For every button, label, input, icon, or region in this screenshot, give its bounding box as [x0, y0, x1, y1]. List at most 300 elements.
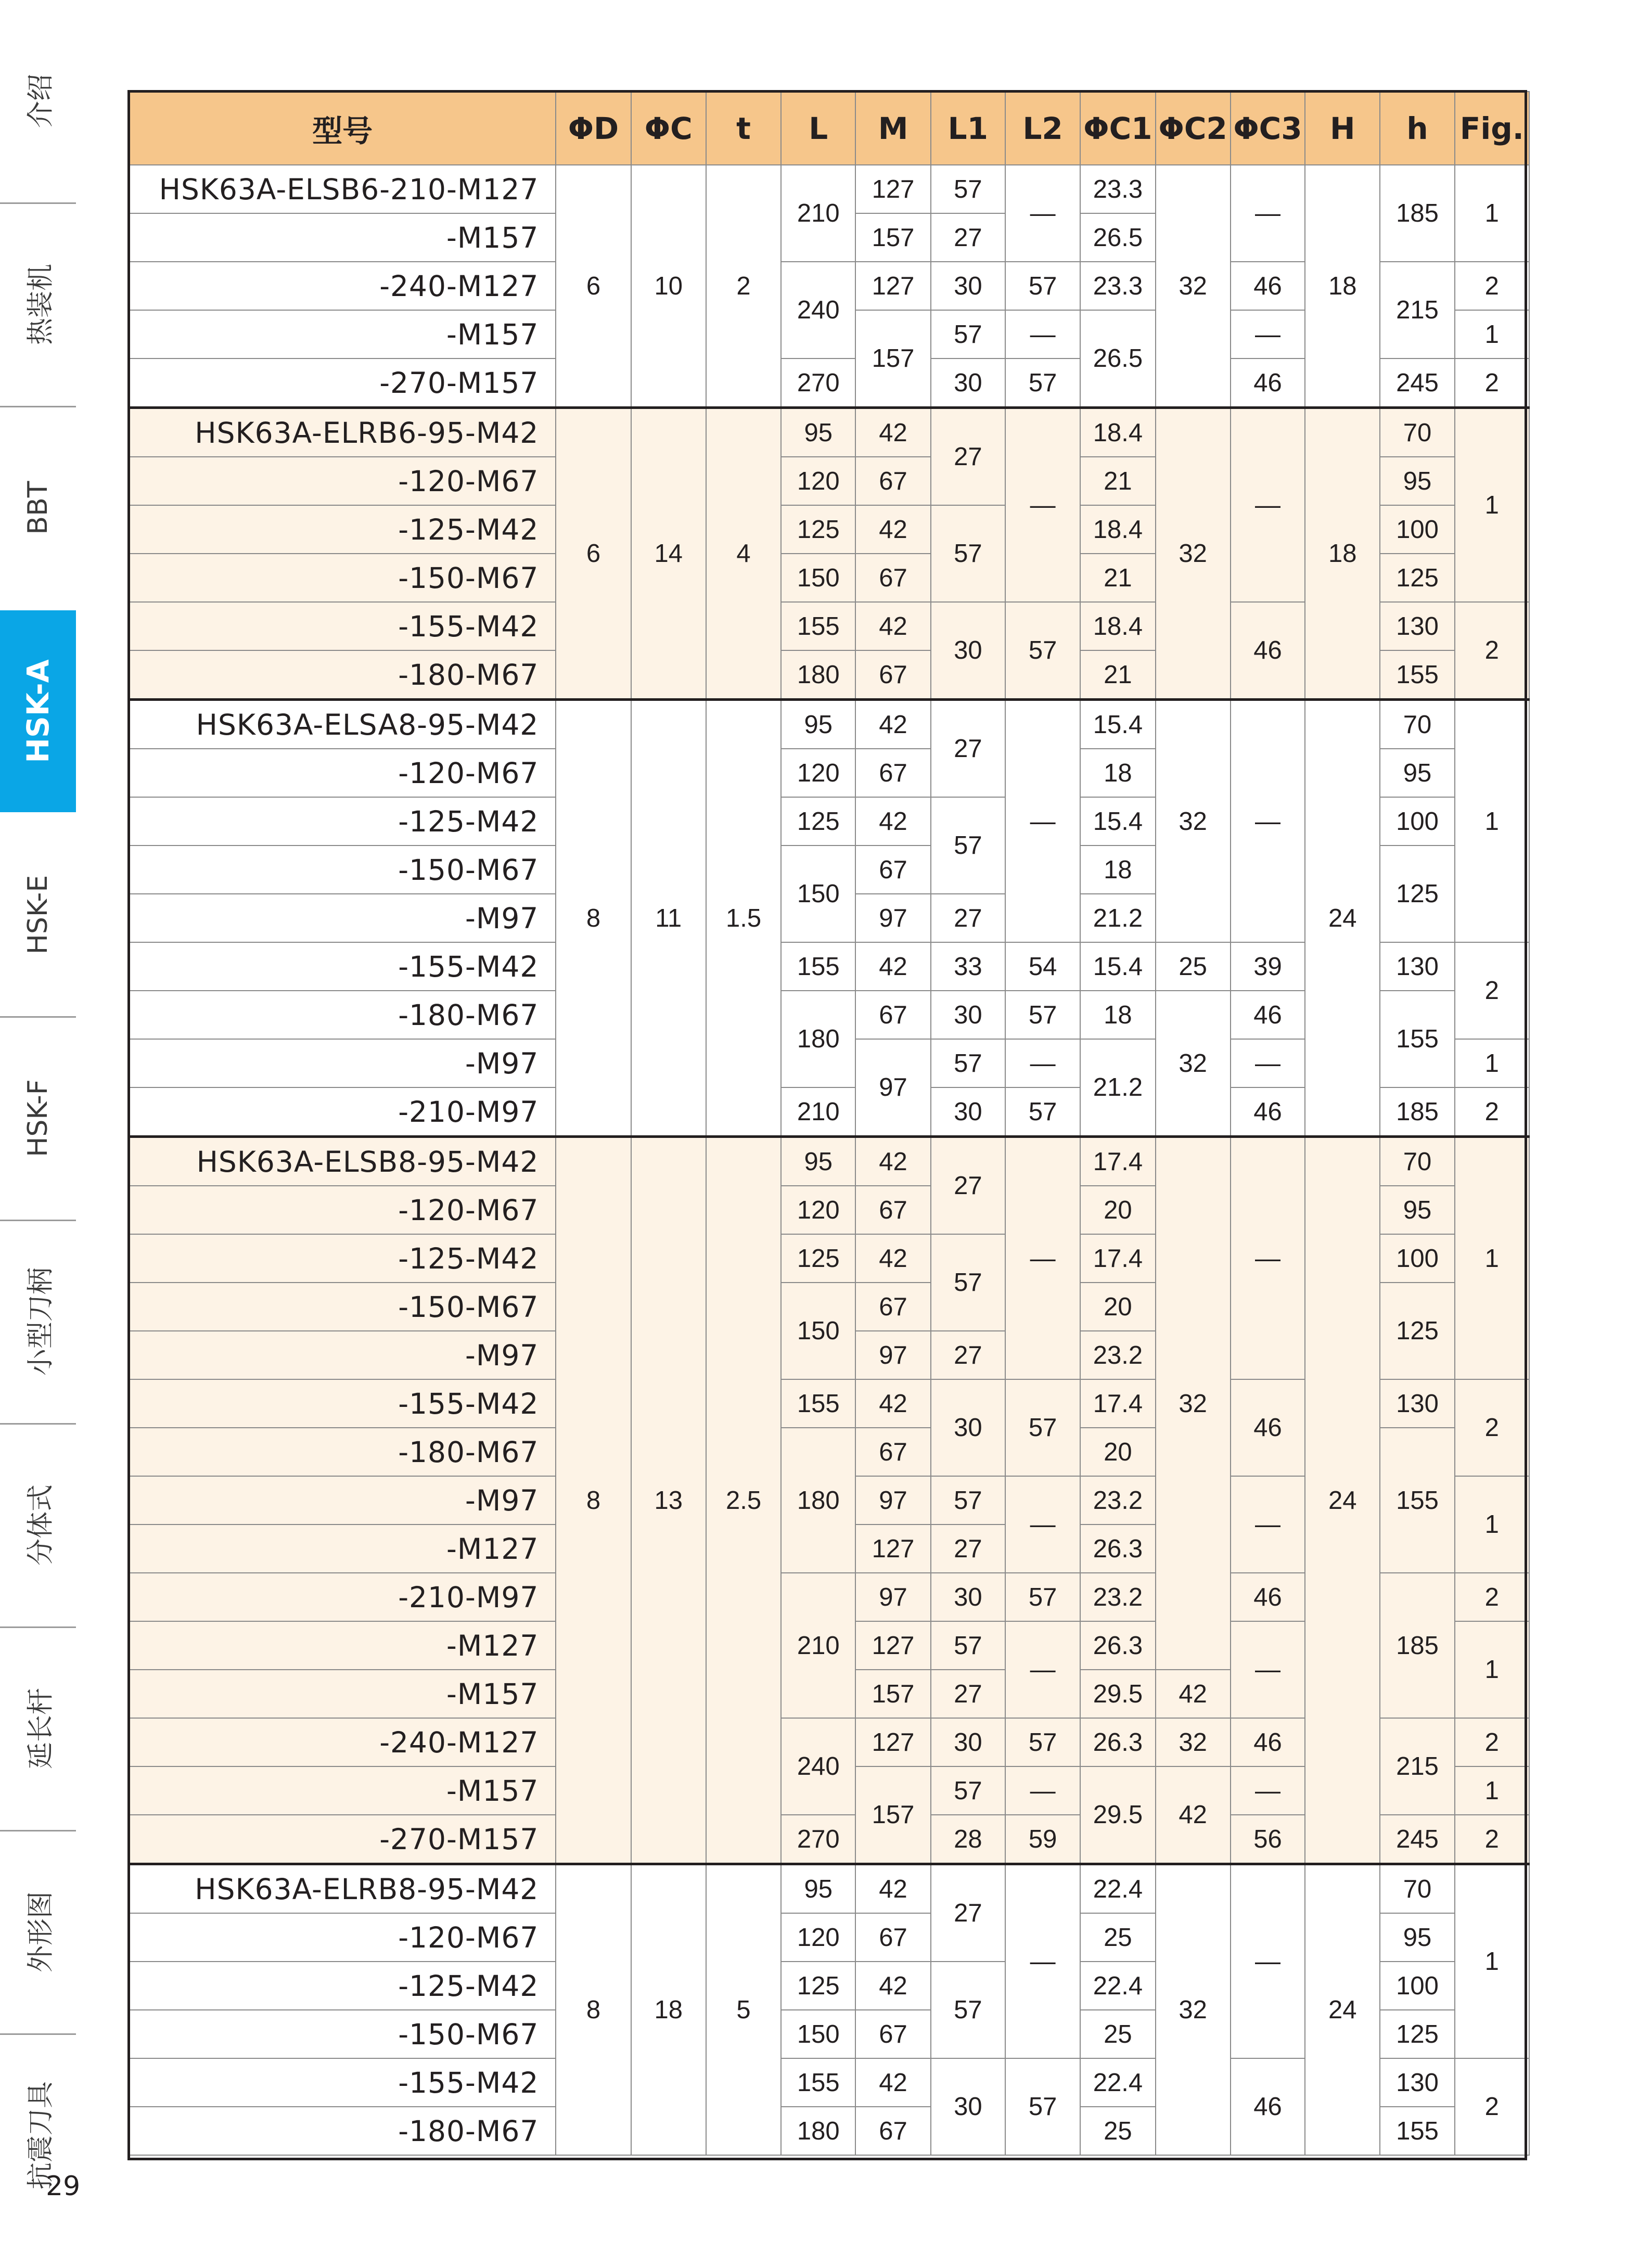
- value-cell: 125: [1380, 845, 1454, 942]
- value-cell: 27: [931, 894, 1005, 942]
- value-cell: 27: [931, 1331, 1005, 1379]
- value-cell: 21: [1080, 457, 1155, 505]
- sidebar-tab[interactable]: [0, 1831, 76, 2033]
- sidebar-tab[interactable]: [0, 0, 76, 202]
- value-cell: 42: [855, 408, 930, 457]
- value-cell: 17.4: [1080, 1234, 1155, 1283]
- value-cell: 2: [1455, 1087, 1529, 1137]
- value-cell: 27: [931, 1670, 1005, 1718]
- value-cell: 20: [1080, 1186, 1155, 1234]
- model-group: [129, 1137, 1529, 1864]
- value-cell: 1: [1455, 1039, 1529, 1087]
- value-cell: 26.3: [1080, 1621, 1155, 1670]
- value-cell: 57: [931, 1234, 1005, 1331]
- value-cell: 97: [855, 1039, 930, 1137]
- sidebar-tab-label: 延长杆: [25, 1687, 57, 1770]
- value-cell: 57: [1005, 1379, 1080, 1476]
- model-cell: -150-M67: [129, 2010, 556, 2058]
- value-cell: 6: [556, 165, 631, 408]
- value-cell: 155: [1380, 650, 1454, 700]
- value-cell: 57: [931, 1039, 1005, 1087]
- value-cell: 42: [855, 1137, 930, 1186]
- model-cell: HSK63A-ELSB8-95-M42: [129, 1137, 556, 1186]
- value-cell: 57: [1005, 602, 1080, 700]
- value-cell: 46: [1231, 358, 1305, 408]
- value-cell: 95: [781, 1864, 855, 1914]
- sidebar-tab-label: 介绍: [25, 73, 57, 129]
- value-cell: 67: [855, 1186, 930, 1234]
- value-cell: 26.3: [1080, 1718, 1155, 1766]
- table-row: [129, 700, 1529, 749]
- value-cell: —: [1005, 1621, 1080, 1718]
- value-cell: 95: [781, 408, 855, 457]
- value-cell: 57: [1005, 262, 1080, 310]
- model-cell: -270-M157: [129, 1815, 556, 1864]
- value-cell: 24: [1305, 1864, 1380, 2156]
- header-phi-c3: ΦC3: [1231, 92, 1305, 165]
- sidebar-tab[interactable]: [0, 1221, 76, 1423]
- value-cell: 67: [855, 2010, 930, 2058]
- value-cell: 150: [781, 1283, 855, 1379]
- model-cell: -240-M127: [129, 262, 556, 310]
- value-cell: 150: [781, 2010, 855, 2058]
- value-cell: 42: [855, 2058, 930, 2107]
- value-cell: 2: [1455, 1573, 1529, 1621]
- value-cell: 30: [931, 1379, 1005, 1476]
- sidebar-tab-label: 小型刀柄: [25, 1267, 57, 1376]
- value-cell: 23.2: [1080, 1476, 1155, 1524]
- model-cell: HSK63A-ELSB6-210-M127: [129, 165, 556, 213]
- value-cell: 127: [855, 262, 930, 310]
- value-cell: 18: [1080, 991, 1155, 1039]
- value-cell: 240: [781, 1718, 855, 1815]
- value-cell: 125: [781, 1234, 855, 1283]
- value-cell: —: [1005, 1039, 1080, 1087]
- value-cell: —: [1005, 310, 1080, 358]
- value-cell: —: [1005, 1766, 1080, 1815]
- sidebar-tab-label: HSK-A: [20, 659, 56, 763]
- value-cell: 57: [1005, 1718, 1080, 1766]
- value-cell: 180: [781, 1428, 855, 1573]
- model-cell: -M127: [129, 1621, 556, 1670]
- value-cell: 27: [931, 1524, 1005, 1573]
- value-cell: 157: [855, 213, 930, 262]
- value-cell: 6: [556, 408, 631, 700]
- value-cell: 67: [855, 457, 930, 505]
- value-cell: 67: [855, 1913, 930, 1962]
- table-row: [129, 1864, 1529, 1914]
- sidebar-tab-label: HSK-E: [22, 875, 54, 955]
- value-cell: 32: [1156, 1137, 1231, 1670]
- value-cell: 46: [1231, 2058, 1305, 2155]
- model-cell: -155-M42: [129, 602, 556, 650]
- sidebar-tab-label: 外形图: [25, 1891, 57, 1973]
- value-cell: 22.4: [1080, 2058, 1155, 2107]
- table-row: [129, 1137, 1529, 1186]
- value-cell: 26.5: [1080, 310, 1155, 408]
- value-cell: 21.2: [1080, 1039, 1155, 1137]
- value-cell: 29.5: [1080, 1670, 1155, 1718]
- sidebar-tab[interactable]: [0, 1424, 76, 1626]
- value-cell: —: [1005, 700, 1080, 943]
- value-cell: 125: [781, 797, 855, 845]
- sidebar-divider: [0, 202, 76, 204]
- value-cell: 2: [1455, 1718, 1529, 1766]
- value-cell: 15.4: [1080, 700, 1155, 749]
- value-cell: 2.5: [706, 1137, 781, 1864]
- value-cell: 22.4: [1080, 1864, 1155, 1914]
- value-cell: 27: [931, 408, 1005, 506]
- value-cell: 27: [931, 213, 1005, 262]
- model-cell: -M97: [129, 1476, 556, 1524]
- value-cell: 67: [855, 845, 930, 894]
- value-cell: 30: [931, 602, 1005, 700]
- value-cell: 2: [1455, 942, 1529, 1039]
- value-cell: 32: [1156, 1864, 1231, 2156]
- value-cell: 155: [781, 942, 855, 991]
- value-cell: 245: [1380, 358, 1454, 408]
- header-m: M: [855, 92, 930, 165]
- category-sidebar: [0, 0, 76, 2242]
- header-phi-c1: ΦC1: [1080, 92, 1155, 165]
- model-group: [129, 408, 1529, 700]
- value-cell: 100: [1380, 505, 1454, 554]
- value-cell: 56: [1231, 1815, 1305, 1864]
- value-cell: 210: [781, 1573, 855, 1718]
- model-cell: -240-M127: [129, 1718, 556, 1766]
- value-cell: 18.4: [1080, 602, 1155, 650]
- value-cell: 245: [1380, 1815, 1454, 1864]
- model-cell: -150-M67: [129, 1283, 556, 1331]
- value-cell: 130: [1380, 602, 1454, 650]
- model-cell: -210-M97: [129, 1087, 556, 1137]
- value-cell: 120: [781, 749, 855, 797]
- value-cell: 1.5: [706, 700, 781, 1137]
- sidebar-divider: [0, 2033, 76, 2035]
- value-cell: 127: [855, 1718, 930, 1766]
- value-cell: 155: [1380, 1428, 1454, 1573]
- value-cell: 57: [1005, 2058, 1080, 2155]
- value-cell: 24: [1305, 1137, 1380, 1864]
- value-cell: 150: [781, 845, 855, 942]
- value-cell: —: [1005, 1476, 1080, 1573]
- value-cell: 215: [1380, 262, 1454, 358]
- value-cell: 67: [855, 1428, 930, 1476]
- value-cell: 100: [1380, 1234, 1454, 1283]
- value-cell: 25: [1080, 2010, 1155, 2058]
- value-cell: 100: [1380, 797, 1454, 845]
- value-cell: 42: [855, 1962, 930, 2010]
- value-cell: 130: [1380, 2058, 1454, 2107]
- model-cell: -270-M157: [129, 358, 556, 408]
- sidebar-tab-label: 热装机: [25, 263, 57, 345]
- sidebar-divider: [0, 1830, 76, 1831]
- value-cell: 57: [931, 310, 1005, 358]
- value-cell: 4: [706, 408, 781, 700]
- model-cell: -210-M97: [129, 1573, 556, 1621]
- value-cell: 95: [1380, 1913, 1454, 1962]
- value-cell: 23.2: [1080, 1573, 1155, 1621]
- value-cell: 32: [1156, 1718, 1231, 1766]
- value-cell: 57: [931, 1962, 1005, 2058]
- value-cell: 67: [855, 991, 930, 1039]
- value-cell: 1: [1455, 165, 1529, 262]
- value-cell: 1: [1455, 408, 1529, 603]
- value-cell: —: [1005, 1137, 1080, 1380]
- value-cell: 57: [931, 165, 1005, 213]
- value-cell: 180: [781, 991, 855, 1087]
- value-cell: 2: [1455, 2058, 1529, 2155]
- model-cell: -120-M67: [129, 457, 556, 505]
- value-cell: 17.4: [1080, 1137, 1155, 1186]
- header-l1: L1: [931, 92, 1005, 165]
- value-cell: 127: [855, 1621, 930, 1670]
- model-cell: -M157: [129, 310, 556, 358]
- value-cell: 23.3: [1080, 262, 1155, 310]
- value-cell: 125: [1380, 1283, 1454, 1379]
- value-cell: 57: [931, 1621, 1005, 1670]
- value-cell: 15.4: [1080, 942, 1155, 991]
- sidebar-tab[interactable]: [0, 2034, 76, 2236]
- value-cell: 100: [1380, 1962, 1454, 2010]
- model-cell: -120-M67: [129, 1913, 556, 1962]
- value-cell: 210: [781, 1087, 855, 1137]
- value-cell: 125: [781, 1962, 855, 2010]
- model-cell: -120-M67: [129, 749, 556, 797]
- model-cell: -125-M42: [129, 505, 556, 554]
- sidebar-tab[interactable]: [0, 1628, 76, 1829]
- value-cell: —: [1231, 408, 1305, 603]
- value-cell: 25: [1156, 942, 1231, 991]
- value-cell: 32: [1156, 991, 1231, 1137]
- value-cell: 57: [931, 1476, 1005, 1524]
- value-cell: 180: [781, 2107, 855, 2155]
- value-cell: 42: [855, 505, 930, 554]
- model-cell: HSK63A-ELRB8-95-M42: [129, 1864, 556, 1914]
- value-cell: 1: [1455, 1766, 1529, 1815]
- value-cell: 215: [1380, 1718, 1454, 1815]
- value-cell: 185: [1380, 165, 1454, 262]
- table-row: [129, 408, 1529, 457]
- value-cell: 8: [556, 1137, 631, 1864]
- sidebar-tab[interactable]: [0, 407, 76, 609]
- value-cell: 26.3: [1080, 1524, 1155, 1573]
- value-cell: 270: [781, 358, 855, 408]
- value-cell: 30: [931, 991, 1005, 1039]
- value-cell: 30: [931, 262, 1005, 310]
- value-cell: 33: [931, 942, 1005, 991]
- value-cell: —: [1231, 1864, 1305, 2059]
- value-cell: 28: [931, 1815, 1005, 1864]
- value-cell: 46: [1231, 262, 1305, 310]
- value-cell: 8: [556, 700, 631, 1137]
- sidebar-divider: [0, 1626, 76, 1628]
- model-cell: -125-M42: [129, 1234, 556, 1283]
- value-cell: 46: [1231, 991, 1305, 1039]
- value-cell: 39: [1231, 942, 1305, 991]
- value-cell: 95: [781, 1137, 855, 1186]
- value-cell: 25: [1080, 1913, 1155, 1962]
- value-cell: 27: [931, 700, 1005, 798]
- value-cell: 125: [1380, 2010, 1454, 2058]
- value-cell: —: [1005, 1864, 1080, 2059]
- value-cell: 270: [781, 1815, 855, 1864]
- value-cell: 26.5: [1080, 213, 1155, 262]
- value-cell: 185: [1380, 1087, 1454, 1137]
- sidebar-divider: [0, 1423, 76, 1425]
- value-cell: 1: [1455, 1621, 1529, 1718]
- value-cell: —: [1231, 1476, 1305, 1573]
- model-cell: -125-M42: [129, 1962, 556, 2010]
- value-cell: 57: [931, 1766, 1005, 1815]
- value-cell: 1: [1455, 1864, 1529, 2059]
- value-cell: 150: [781, 554, 855, 602]
- value-cell: 2: [1455, 1815, 1529, 1864]
- value-cell: 42: [855, 797, 930, 845]
- value-cell: 11: [631, 700, 706, 1137]
- sidebar-tab[interactable]: [0, 203, 76, 405]
- model-cell: -M157: [129, 213, 556, 262]
- value-cell: 120: [781, 457, 855, 505]
- value-cell: —: [1231, 1766, 1305, 1815]
- value-cell: —: [1005, 165, 1080, 262]
- value-cell: 97: [855, 1331, 930, 1379]
- value-cell: 27: [931, 1864, 1005, 1962]
- model-cell: -M157: [129, 1766, 556, 1815]
- value-cell: 42: [1156, 1766, 1231, 1864]
- value-cell: 32: [1156, 408, 1231, 700]
- model-cell: HSK63A-ELSA8-95-M42: [129, 700, 556, 749]
- sidebar-tab-label: 抗震刀具: [25, 2081, 57, 2190]
- model-cell: -M127: [129, 1524, 556, 1573]
- value-cell: 2: [1455, 602, 1529, 700]
- value-cell: 42: [855, 1379, 930, 1428]
- value-cell: 30: [931, 358, 1005, 408]
- model-cell: -155-M42: [129, 942, 556, 991]
- value-cell: 21: [1080, 554, 1155, 602]
- sidebar-tab[interactable]: [0, 1017, 76, 1219]
- value-cell: 95: [1380, 749, 1454, 797]
- value-cell: 67: [855, 1283, 930, 1331]
- header-phi-d: ΦD: [556, 92, 631, 165]
- value-cell: 67: [855, 2107, 930, 2155]
- value-cell: 2: [1455, 1379, 1529, 1476]
- value-cell: —: [1231, 1039, 1305, 1087]
- value-cell: 97: [855, 1573, 930, 1621]
- model-cell: -M97: [129, 1039, 556, 1087]
- value-cell: —: [1231, 700, 1305, 943]
- value-cell: 210: [781, 165, 855, 262]
- header-h-upper: H: [1305, 92, 1380, 165]
- sidebar-tab[interactable]: [0, 814, 76, 1016]
- value-cell: 127: [855, 1524, 930, 1573]
- header-t: t: [706, 92, 781, 165]
- value-cell: 42: [855, 1864, 930, 1914]
- value-cell: 157: [855, 1670, 930, 1718]
- value-cell: 1: [1455, 310, 1529, 358]
- value-cell: 2: [706, 165, 781, 408]
- value-cell: 67: [855, 650, 930, 700]
- value-cell: —: [1231, 1137, 1305, 1380]
- model-group: [129, 700, 1529, 1137]
- value-cell: 32: [1156, 165, 1231, 408]
- value-cell: 155: [1380, 2107, 1454, 2155]
- model-cell: -180-M67: [129, 1428, 556, 1476]
- value-cell: 155: [781, 602, 855, 650]
- header-fig: Fig.: [1455, 92, 1529, 165]
- value-cell: 14: [631, 408, 706, 700]
- model-cell: -155-M42: [129, 2058, 556, 2107]
- value-cell: 10: [631, 165, 706, 408]
- value-cell: 30: [931, 2058, 1005, 2155]
- value-cell: 30: [931, 1718, 1005, 1766]
- value-cell: 42: [855, 1234, 930, 1283]
- value-cell: 18: [631, 1864, 706, 2156]
- value-cell: 15.4: [1080, 797, 1155, 845]
- value-cell: 97: [855, 894, 930, 942]
- value-cell: 21.2: [1080, 894, 1155, 942]
- sidebar-tab-label: BBT: [22, 481, 54, 535]
- value-cell: 29.5: [1080, 1766, 1155, 1864]
- value-cell: 27: [931, 1137, 1005, 1235]
- value-cell: 46: [1231, 1718, 1305, 1766]
- value-cell: 97: [855, 1476, 930, 1524]
- value-cell: 185: [1380, 1573, 1454, 1718]
- value-cell: 57: [931, 797, 1005, 894]
- value-cell: 157: [855, 310, 930, 408]
- value-cell: 57: [1005, 991, 1080, 1039]
- value-cell: 18.4: [1080, 408, 1155, 457]
- value-cell: 32: [1156, 700, 1231, 943]
- model-cell: -180-M67: [129, 991, 556, 1039]
- header-l2: L2: [1005, 92, 1080, 165]
- value-cell: 130: [1380, 942, 1454, 991]
- value-cell: 2: [1455, 358, 1529, 408]
- sidebar-divider: [0, 406, 76, 407]
- value-cell: 95: [781, 700, 855, 749]
- model-cell: -180-M67: [129, 2107, 556, 2155]
- model-cell: -120-M67: [129, 1186, 556, 1234]
- value-cell: 2: [1455, 262, 1529, 310]
- header-phi-c2: ΦC2: [1156, 92, 1231, 165]
- model-cell: -150-M67: [129, 554, 556, 602]
- value-cell: 57: [1005, 1573, 1080, 1621]
- value-cell: 70: [1380, 1137, 1454, 1186]
- value-cell: 70: [1380, 1864, 1454, 1914]
- value-cell: 1: [1455, 700, 1529, 943]
- value-cell: 67: [855, 554, 930, 602]
- value-cell: 42: [1156, 1670, 1231, 1718]
- value-cell: 5: [706, 1864, 781, 2156]
- model-group: [129, 165, 1529, 408]
- header-model: 型号: [129, 92, 556, 165]
- page-number: 29: [46, 2171, 81, 2202]
- value-cell: 1: [1455, 1137, 1529, 1380]
- value-cell: 23.3: [1080, 165, 1155, 213]
- sidebar-tab[interactable]: [0, 610, 76, 812]
- model-group: [129, 1864, 1529, 2156]
- value-cell: 155: [1380, 991, 1454, 1087]
- value-cell: 57: [931, 505, 1005, 602]
- value-cell: 57: [1005, 358, 1080, 408]
- value-cell: 46: [1231, 1573, 1305, 1621]
- value-cell: 25: [1080, 2107, 1155, 2155]
- value-cell: 46: [1231, 602, 1305, 700]
- model-cell: -M97: [129, 894, 556, 942]
- value-cell: 120: [781, 1186, 855, 1234]
- header-l: L: [781, 92, 855, 165]
- value-cell: 57: [1005, 1087, 1080, 1137]
